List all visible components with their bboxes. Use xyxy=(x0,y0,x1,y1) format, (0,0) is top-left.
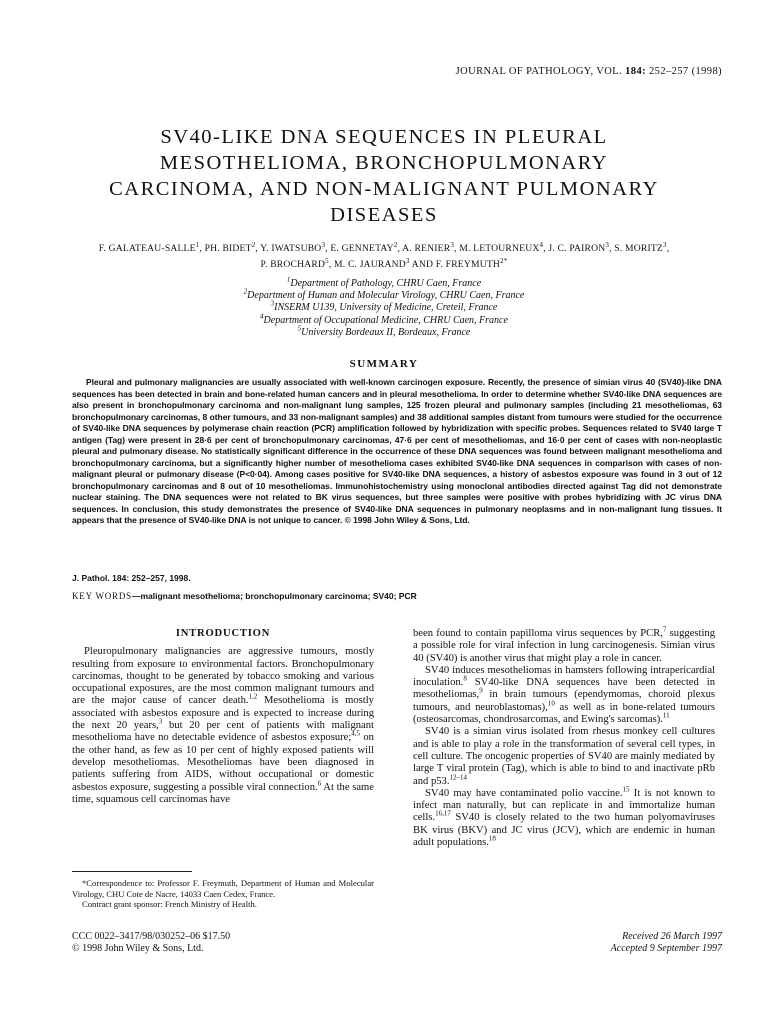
affiliation-text: Department of Occupational Medicine, CHRU Caen, France xyxy=(263,314,508,326)
body-paragraph: SV40 may have contaminated polio vaccine.$^{15}$ It is not known to infect man naturally, but can replicate in and immortalize human cells.$^{16,17}$ SV40 is closely related to the two human polyomaviruses BK virus (BKV) and JC virus (JCV), which are endemic in human adult populations.$^{18}$ xyxy=(413,785,715,849)
author: A. RENIER xyxy=(402,243,451,254)
affiliation-number: 3 xyxy=(270,300,275,309)
title-line: DISEASES xyxy=(330,204,438,226)
author: PH. BIDET xyxy=(204,243,252,254)
author: E. GENNETAY xyxy=(330,243,394,254)
affiliation-number: 2 xyxy=(243,287,248,296)
title-line: SV40-LIKE DNA SEQUENCES IN PLEURAL xyxy=(160,126,608,148)
affiliation xyxy=(110,324,658,339)
affiliation-list xyxy=(110,275,658,339)
affiliation xyxy=(110,275,658,290)
body-paragraph: SV40 induces mesotheliomas in hamsters following intrapericardial inoculation.$^8$ SV40-like DNA sequences have been detected in mesotheliomas,$^9$ in brain tumours (ependymomas, choroid plexus tumours, and neuroblastomas),$^{10}$ as well as in bone-related tumours (osteosarcomas, chondrosarcomas, and Ewing's sarcomas).$^{11}$ xyxy=(413,664,715,726)
affiliation-text: Department of Pathology, CHRU Caen, France xyxy=(290,278,482,289)
journal-pages-year: 252–257 (1998) xyxy=(649,66,722,77)
journal-header xyxy=(456,66,722,77)
ccc-block xyxy=(72,931,230,955)
author-line-2: P. BROCHARD$^5$, M. C. JAURAND$^3$ AND F. $FREYMUTH^{2*}$ xyxy=(260,256,508,270)
body-column-left xyxy=(72,628,374,806)
accepted-date: Accepted 9 September 1997 xyxy=(610,943,722,954)
journal-volume: 184: xyxy=(625,66,646,77)
author: J. C. PAIRON xyxy=(548,243,606,254)
author-affiliation-mark: 2 xyxy=(251,240,256,249)
author-connective: AND xyxy=(411,259,434,270)
author: P. BROCHARD xyxy=(260,259,326,270)
author-affiliation-mark: 1 xyxy=(195,240,200,249)
affiliation xyxy=(110,302,658,314)
citation: J. Pathol. 184: 252–257, 1998. xyxy=(72,573,191,583)
body-paragraph: SV40 is a simian virus isolated from rhesus monkey cell cultures and is able to play a role in the transformation of several cell types, in cell culture. The oncogenic properties of SV40 are mainly mediated by large T viral protein (Tag), which is able to bind to and inactivate pRb and p53.$^{12-14}$ xyxy=(413,726,715,787)
affiliation-text: University Bordeaux II, Bordeaux, France xyxy=(301,326,471,338)
title-line: CARCINOMA, AND NON-MALIGNANT PULMONARY xyxy=(109,178,659,200)
author: Y. IWATSUBO xyxy=(260,243,322,254)
affiliation-text: Department of Human and Molecular Virology, CHRU Caen, France xyxy=(247,290,525,302)
author-affiliation-mark: 2 xyxy=(393,240,398,249)
article-title xyxy=(60,124,708,228)
affiliation-number: 5 xyxy=(297,324,302,333)
journal-name: JOURNAL OF PATHOLOGY, VOL. xyxy=(455,66,623,77)
received-date: Received 26 March 1997 xyxy=(622,931,722,942)
author-affiliation-mark: 3 xyxy=(605,240,610,249)
body-paragraph: Pleuropulmonary malignancies are aggressive tumours, mostly resulting from exposure to environmental factors. Bronchopulmonary carcinomas, thought to be generated by tobacco smoking and various occupational exposures, are the most common malignant tumours and are the major cause of cancer death.$^{1,2}$ Mesothelioma is mostly associated with asbestos exposure and is expected to increase during the next 20 years,$^3$ but 20 per cent of patients with malignant mesothelioma have no detectable evidence of asbestos exposure;$^{4,5}$ on the other hand, as few as 10 per cent of highly exposed patients will develop mesotheliomas. Mesotheliomas have been diagnosed in patients suffering from AIDS, without occupational or domestic asbestos exposure, suggesting a possible viral connection.$^6$ At the same time, squamous cell carcinomas have xyxy=(72,646,375,805)
author-affiliation-mark: 3 xyxy=(321,240,326,249)
sponsor-note: Contract grant sponsor: French Ministry of Health. xyxy=(82,899,257,910)
author-affiliation-mark: 3 xyxy=(405,256,410,265)
body-paragraph: been found to contain papilloma virus sequences by PCR,$^7$ suggesting a possible role for viral infection in lung carcinogenesis. Simian virus 40 (SV40) is another virus that might play a role in cancer. xyxy=(413,625,715,664)
keywords-text: —malignant mesothelioma; bronchopulmonary carcinoma; SV40; PCR xyxy=(131,591,417,601)
affiliation-number: 4 xyxy=(260,312,264,321)
body-column-right xyxy=(413,625,715,849)
affiliation xyxy=(110,287,658,302)
copyright: © 1998 John Wiley & Sons, Ltd. xyxy=(72,943,204,954)
author-line-1: F. GALATEAU-SALLE$^1$, PH. BIDET$^2$, Y. IWATSUBO$^3$, E. GENNETAY$^2$, A. RENIER$^3$, M. LETOURNEUX$^4$, J. C. PAIRON$^3$, S. MORITZ$^3$, xyxy=(98,240,670,254)
correspondence-note: *Correspondence to: Professor F. Freymuth, Department of Human and Molecular Virology, CHU Cote de Nacre, 14033 Caen Cedex, France. xyxy=(72,878,374,899)
author-affiliation-mark: 2* xyxy=(500,256,508,265)
keywords-label: KEY WORDS xyxy=(72,591,132,601)
summary-heading: SUMMARY xyxy=(349,358,419,370)
summary-text: Pleural and pulmonary malignancies are usually associated with well-known carcinogen exposure. Recently, the presence of simian virus 40 (SV40)-like DNA sequences has been detected in brain and bone-related human cancers and in pleural mesothelioma. In order to determine whether SV40-like DNA sequences are also present in bronchopulmonary carcinoma and non-malignant lung samples, 125 frozen pleural and pulmonary samples (including 21 mesotheliomas, 63 bronchopulmonary carcinomas, 8 other tumours, and 33 non-malignant samples) and 38 additional samples distant from tumours were studied for the occurrence of SV40-like DNA sequences by polymerase chain reaction (PCR) amplification followed by hybridization with specific probes. Sequences related to SV40 large T antigen (Tag) were present in 28·6 per cent of bronchopulmonary carcinomas, 47·6 per cent of mesotheliomas, and 16·0 per cent of cases with non-neoplastic pleural and pulmonary disease. No statistically significant difference in the occurrence of these DNA sequences was found between malignant mesothelioma and bronchopulmonary carcinoma, but a significantly higher number of mesothelioma cases exhibited SV40-like DNA sequences in comparison with cases of non-malignant pleural or pulmonary disease (P<0·04). Among cases positive for SV40-like DNA sequences, a history of asbestos exposure was found in 3 out of 12 bronchopulmonary carcinomas and 8 out of 10 mesotheliomas. Immunohistochemistry using monoclonal antibodies directed against Tag did not demonstrate nuclear staining. The DNA sequences were not related to BK virus sequences, but three samples were positive with probes hybridizing with JC virus DNA sequences. In conclusion, this study demonstrates the presence of SV40-like DNA sequences in pulmonary neoplasms and in non-malignant lung tissues. It appears that the presence of SV40-like DNA is not unique to cancer. © 1998 John Wiley & Sons, Ltd. xyxy=(72,377,722,525)
author: F. GALATEAU-SALLE xyxy=(98,243,196,254)
footnote-divider xyxy=(72,871,192,872)
author-affiliation-mark: 4 xyxy=(539,240,544,249)
introduction-heading: INTRODUCTION xyxy=(175,628,271,639)
author: S. MORITZ xyxy=(614,243,663,254)
author-affiliation-mark: 3 xyxy=(662,240,667,249)
author: M. LETOURNEUX xyxy=(459,243,540,254)
keywords xyxy=(72,591,417,601)
author-affiliation-mark: 5 xyxy=(325,256,329,265)
affiliation-text: INSERM U139, University of Medicine, Creteil, France xyxy=(274,302,498,314)
title-line: MESOTHELIOMA, BRONCHOPULMONARY xyxy=(159,152,609,174)
affiliation xyxy=(110,312,658,327)
author-list xyxy=(50,241,718,273)
author: M. C. JAURAND xyxy=(334,259,406,270)
footnotes xyxy=(72,878,374,910)
author: F. FREYMUTH xyxy=(435,259,501,270)
received-block xyxy=(611,931,722,955)
author-affiliation-mark: 3 xyxy=(450,240,455,249)
affiliation-number: 1 xyxy=(286,275,291,284)
ccc-code: CCC 0022–3417/98/030252–06 $17.50 xyxy=(72,931,231,942)
